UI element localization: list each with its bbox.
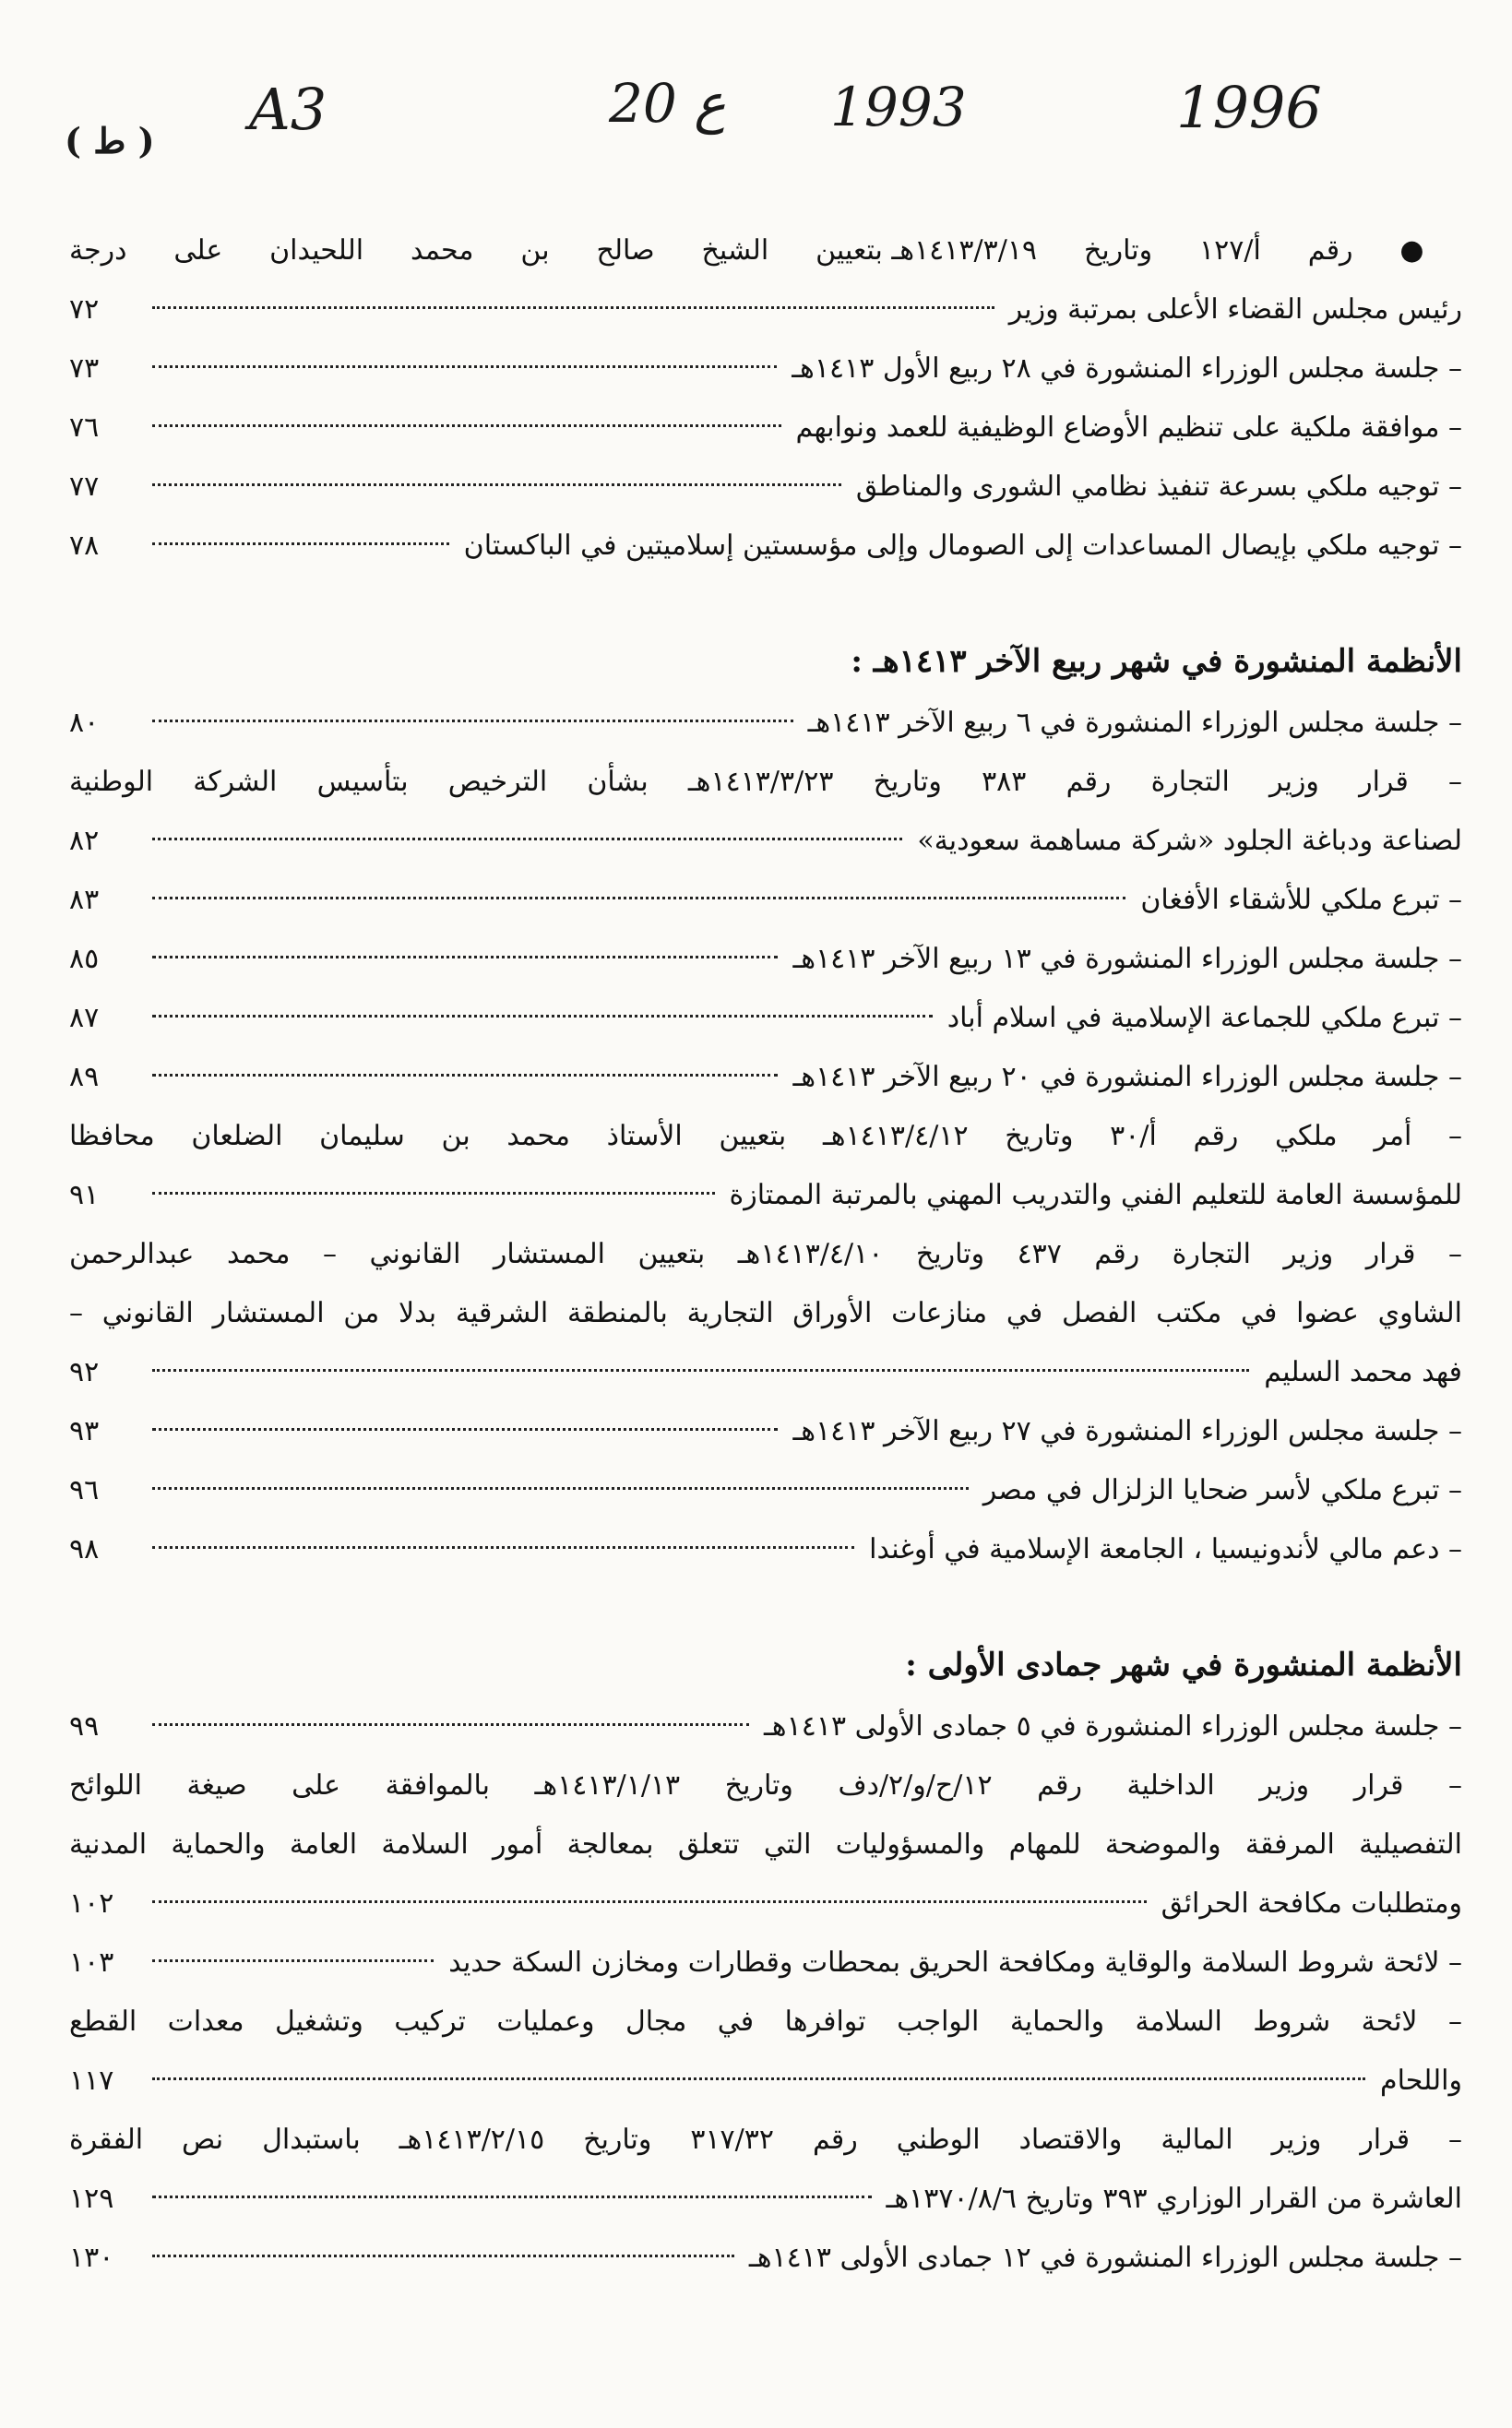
toc-entry [69, 1166, 1462, 1225]
page-number: ٩٢ [69, 1356, 100, 1388]
entry-title: – موافقة ملكية على تنظيم الأوضاع الوظيفية للعمد ونوابهم [795, 411, 1462, 444]
dot-leader [152, 1192, 715, 1195]
page-number: ١١٧ [69, 2065, 114, 2097]
dot-leader [152, 1015, 933, 1018]
section-gap [69, 1579, 1462, 1616]
toc-entry [69, 339, 1462, 399]
toc-entry [69, 1461, 1462, 1520]
toc-entry [69, 2052, 1462, 2111]
page-number: ٧٣ [69, 352, 100, 385]
dot-leader [152, 365, 777, 368]
entry-title: فهد محمد السليم [1264, 1356, 1462, 1388]
entry-title: – جلسة مجلس الوزراء المنشورة في ٢٨ ربيع الأول ١٤١٣هـ [792, 352, 1462, 385]
dot-leader [152, 1428, 778, 1431]
entry-title: – جلسة مجلس الوزراء المنشورة في ٦ ربيع الآخر ١٤١٣هـ [807, 707, 1462, 739]
toc-line: – قرار وزير التجارة رقم ٣٨٣ وتاريخ ١٤١٣/٣/٢٣هـ بشأن الترخيص بتأسيس الشركة الوطنية [69, 766, 1462, 798]
toc-entry [69, 1875, 1462, 1934]
entry-title: – جلسة مجلس الوزراء المنشورة في ٥ جمادى الأولى ١٤١٣هـ [764, 1710, 1462, 1743]
handwritten-number: 1996 [1176, 74, 1322, 141]
dot-leader [152, 956, 778, 958]
entry-title: واللحام [1380, 2065, 1462, 2097]
section-heading: الأنظمة المنشورة في شهر جمادى الأولى : [905, 1647, 1462, 1684]
page-number: ٨٧ [69, 1002, 100, 1034]
toc-entry [69, 930, 1462, 989]
toc-entry [69, 1934, 1462, 1993]
page-number: ٩١ [69, 1179, 100, 1211]
entry-title: – تبرع ملكي للجماعة الإسلامية في اسلام أباد [946, 1002, 1462, 1034]
dot-leader [152, 2255, 734, 2257]
page-number: ٧٢ [69, 293, 100, 326]
toc-entry [69, 2229, 1462, 2288]
dot-leader [152, 306, 994, 309]
toc-entry [69, 1343, 1462, 1402]
toc-entry [69, 1402, 1462, 1461]
handwritten-code: A3 [249, 76, 327, 143]
toc-line: – لائحة شروط السلامة والحماية الواجب توافرها في مجال وعمليات تركيب وتشغيل معدات القطع [69, 2005, 1462, 2038]
dot-leader [152, 1487, 969, 1490]
page-letter: ( ط ) [65, 120, 155, 161]
dot-leader [152, 2196, 872, 2198]
page-number: ٧٧ [69, 470, 100, 503]
toc-entry [69, 871, 1462, 930]
page-header [0, 0, 1512, 184]
dot-leader [152, 1546, 854, 1549]
toc-entry [69, 694, 1462, 753]
page-number: ١٣٠ [69, 2242, 114, 2274]
toc-entry [69, 399, 1462, 458]
page-number: ٨٣ [69, 884, 100, 916]
toc-entry [69, 280, 1462, 339]
dot-leader [152, 542, 449, 545]
dot-leader [152, 1959, 434, 1962]
page-number: ٩٨ [69, 1533, 100, 1565]
entry-title: ومتطلبات مكافحة الحرائق [1161, 1887, 1462, 1920]
entry-title: – لائحة شروط السلامة والوقاية ومكافحة الحريق بمحطات وقطارات ومخازن السكة حديد [448, 1946, 1462, 1979]
page-number: ٩٩ [69, 1710, 100, 1743]
table-of-contents [69, 221, 1462, 2288]
entry-title: للمؤسسة العامة للتعليم الفني والتدريب المهني بالمرتبة الممتازة [729, 1179, 1462, 1211]
entry-title: – جلسة مجلس الوزراء المنشورة في ١٢ جمادى الأولى ١٤١٣هـ [748, 2242, 1462, 2274]
toc-line: ● رقم أ/١٢٧ وتاريخ ١٤١٣/٣/١٩هـ بتعيين الشيخ صالح بن محمد اللحيدان على درجة [69, 234, 1462, 267]
dot-leader [152, 1723, 749, 1726]
toc-line: – أمر ملكي رقم أ/٣٠ وتاريخ ١٤١٣/٤/١٢هـ بتعيين الأستاذ محمد بن سليمان الضلعان محافظا [69, 1120, 1462, 1152]
section-gap [69, 576, 1462, 613]
dot-leader [152, 720, 793, 722]
entry-title: – دعم مالي لأندونيسيا ، الجامعة الإسلامية في أوغندا [869, 1533, 1462, 1565]
toc-line: – قرار وزير التجارة رقم ٤٣٧ وتاريخ ١٤١٣/٤/١٠هـ بتعيين المستشار القانوني – محمد عبدالرحمن [69, 1238, 1462, 1270]
entry-title: – جلسة مجلس الوزراء المنشورة في ٢٠ ربيع الآخر ١٤١٣هـ [792, 1061, 1462, 1093]
toc-entry [69, 517, 1462, 576]
toc-line: – قرار وزير المالية والاقتصاد الوطني رقم ٣١٧/٣٢ وتاريخ ١٤١٣/٢/١٥هـ باستبدال نص الفقرة [69, 2124, 1462, 2156]
dot-leader [152, 1074, 778, 1077]
toc-entry [69, 458, 1462, 517]
page-number: ١٠٢ [69, 1887, 114, 1920]
dot-leader [152, 838, 902, 840]
entry-title: العاشرة من القرار الوزاري ٣٩٣ وتاريخ ١٣٧٠/٨/٦هـ [886, 2183, 1462, 2215]
dot-leader [152, 1900, 1147, 1903]
page-number: ٨٥ [69, 943, 100, 975]
toc-entry [69, 1048, 1462, 1107]
handwritten-volume: 20 ع [609, 72, 726, 135]
entry-title: – توجيه ملكي بإيصال المساعدات إلى الصومال وإلى مؤسستين إسلاميتين في الباكستان [463, 530, 1462, 562]
dot-leader [152, 1369, 1249, 1372]
page-number: ٨٩ [69, 1061, 100, 1093]
entry-title: رئيس مجلس القضاء الأعلى بمرتبة وزير [1008, 293, 1462, 326]
toc-line: الشاوي عضوا في مكتب الفصل في منازعات الأوراق التجارية بالمنطقة الشرقية بدلا من المستشار القانوني – [69, 1297, 1462, 1329]
entry-title: – توجيه ملكي بسرعة تنفيذ نظامي الشورى والمناطق [855, 470, 1462, 503]
dot-leader [152, 897, 1125, 899]
page-number: ٧٨ [69, 530, 100, 562]
toc-line: – قرار وزير الداخلية رقم ١٢/ح/و/٢/دف وتاريخ ١٤١٣/١/١٣هـ بالموافقة على صيغة اللوائح [69, 1769, 1462, 1802]
entry-title: – تبرع ملكي لأسر ضحايا الزلزال في مصر [982, 1474, 1462, 1506]
toc-entry [69, 1697, 1462, 1756]
page-number: ٨٢ [69, 825, 100, 857]
toc-entry [69, 1520, 1462, 1579]
page-number: ٧٦ [69, 411, 100, 444]
entry-title: – تبرع ملكي للأشقاء الأفغان [1140, 884, 1462, 916]
dot-leader [152, 424, 781, 427]
handwritten-year: 1993 [830, 76, 967, 138]
page-number: ١٢٩ [69, 2183, 114, 2215]
page-number: ٩٦ [69, 1474, 100, 1506]
dot-leader [152, 2077, 1365, 2080]
page-number: ٩٣ [69, 1415, 100, 1447]
entry-title: – جلسة مجلس الوزراء المنشورة في ٢٧ ربيع الآخر ١٤١٣هـ [792, 1415, 1462, 1447]
toc-line: التفصيلية المرفقة والموضحة للمهام والمسؤوليات التي تتعلق بمعالجة أمور السلامة العامة والحماية المدنية [69, 1828, 1462, 1861]
toc-entry [69, 2170, 1462, 2229]
entry-title: لصناعة ودباغة الجلود «شركة مساهمة سعودية» [917, 825, 1462, 857]
toc-entry [69, 812, 1462, 871]
section-heading: الأنظمة المنشورة في شهر ربيع الآخر ١٤١٣هـ : [851, 643, 1462, 680]
page-number: ٨٠ [69, 707, 100, 739]
entry-title: – جلسة مجلس الوزراء المنشورة في ١٣ ربيع الآخر ١٤١٣هـ [792, 943, 1462, 975]
dot-leader [152, 483, 841, 486]
page-number: ١٠٣ [69, 1946, 114, 1979]
toc-entry [69, 989, 1462, 1048]
